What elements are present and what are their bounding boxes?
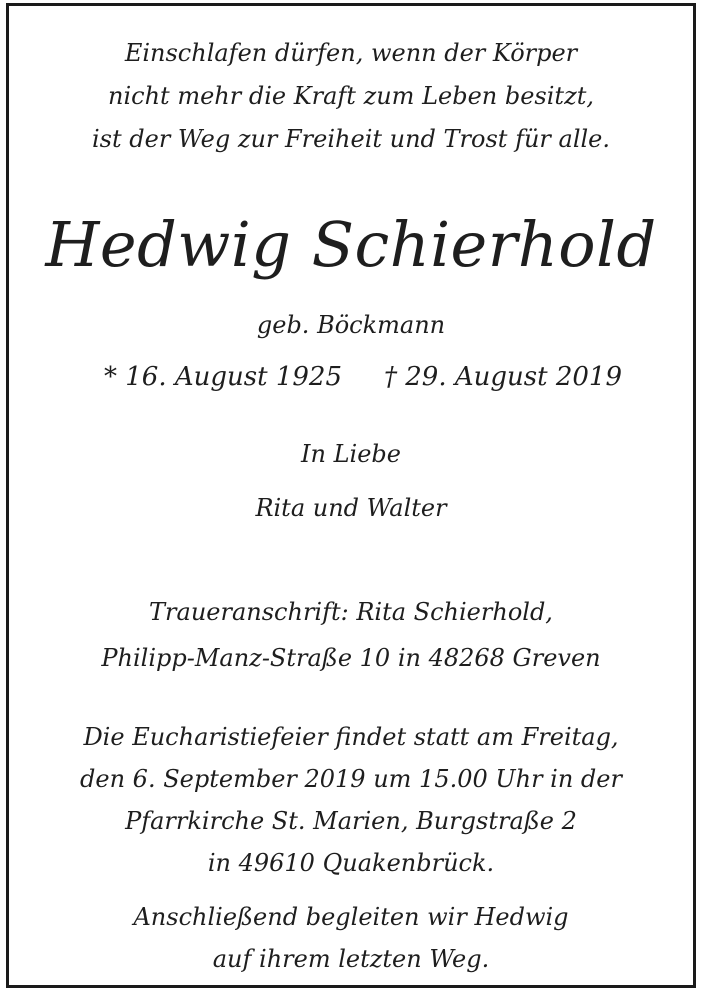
service-line-4: in 49610 Quakenbrück. bbox=[207, 849, 495, 877]
closing-line-1: Anschließend begleiten wir Hedwig bbox=[133, 903, 569, 931]
service-line-2: den 6. September 2019 um 15.00 Uhr in der bbox=[80, 765, 622, 793]
birth-date: * 16. August 1925 bbox=[104, 362, 343, 392]
mourners-intro: In Liebe bbox=[301, 440, 401, 468]
mourners-names: Rita und Walter bbox=[255, 494, 447, 522]
verse-line-1: Einschlafen dürfen, wenn der Körper bbox=[124, 39, 578, 67]
verse-line-2: nicht mehr die Kraft zum Leben besitzt, bbox=[108, 82, 594, 110]
death-date: † 29. August 2019 bbox=[384, 362, 623, 392]
address-line-2: Philipp-Manz-Straße 10 in 48268 Greven bbox=[101, 644, 601, 672]
service-line-1: Die Eucharistiefeier findet statt am Freitag, bbox=[83, 723, 619, 751]
deceased-name: Hedwig Schierhold bbox=[45, 208, 657, 281]
verse-line-3: ist der Weg zur Freiheit und Trost für alle. bbox=[91, 125, 610, 153]
obituary-frame bbox=[6, 3, 696, 988]
address-line-1: Traueranschrift: Rita Schierhold, bbox=[149, 598, 553, 626]
service-line-3: Pfarrkirche St. Marien, Burgstraße 2 bbox=[125, 807, 577, 835]
closing-line-2: auf ihrem letzten Weg. bbox=[212, 945, 490, 973]
maiden-name: geb. Böckmann bbox=[256, 311, 446, 339]
